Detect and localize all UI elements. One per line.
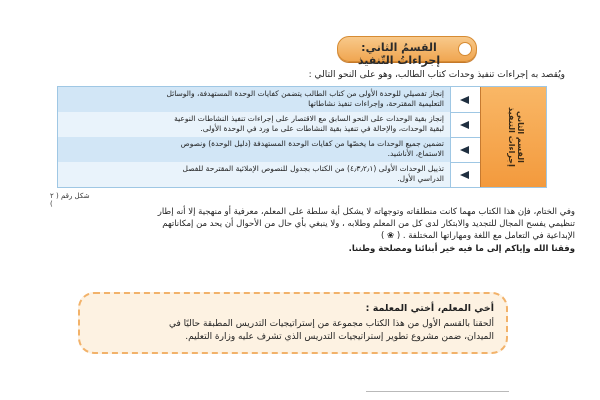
- table-row: [58, 162, 450, 187]
- footer-divider: [366, 391, 509, 392]
- arrow-left-icon: [460, 171, 469, 179]
- side-label-text: القسم الثاني إجراءات التنفيذ: [507, 107, 525, 167]
- closing-paragraph-line: تنظيمي يفسح المجال للتجديد والابتكار لدى كل من المعلم وطلابه ، ولا ينبغي بأي حال من الأحوال أن يحد من إمكاناتهم: [162, 219, 575, 229]
- teacher-note-box: [78, 292, 508, 354]
- intro-text: ويُقصد به إجراءات تنفيذ وحدات كتاب الطالب، وهو على النحو التالي :: [308, 70, 565, 80]
- task-column: [58, 87, 450, 187]
- arrow-cell: [451, 137, 481, 163]
- arrow-cell: [451, 87, 481, 113]
- arrow-left-icon: [460, 96, 469, 104]
- table-row: [58, 112, 450, 138]
- table-row: [58, 87, 450, 113]
- task-text: لبقية الوحدات، والإحالة في تنفيذ بقية النشاطات على ما ورد في الوحدة الأولى.: [200, 124, 444, 133]
- note-text: ألحقنا بالقسم الأول من هذا الكتاب مجموعة من إستراتيجيات التدريس المطبقة حاليًا في: [168, 319, 494, 329]
- task-text: إنجاز تفصيلي للوحدة الأولى من كتاب الطالب يتضمن كفايات الوحدة المستهدفة، والوسائل: [166, 89, 444, 98]
- task-text: الاستماع، الأناشيد.: [387, 149, 444, 158]
- task-text: تضمين جميع الوحدات ما يخصّها من كفايات الوحدة المستهدفة (دليل الوحدة) ونصوص: [180, 139, 444, 148]
- arrow-left-icon: [460, 121, 469, 129]
- circle-marker-icon: [458, 42, 472, 56]
- arrow-cell: [451, 112, 481, 138]
- arrow-column: [450, 87, 481, 187]
- section-title: القسمُ الثاني: إجراءاتُ التّنفيذ: [357, 41, 441, 67]
- note-title: أخي المعلم، أختي المعلمة :: [365, 303, 494, 314]
- task-text: الدراسي الأول.: [397, 174, 444, 183]
- figure-caption: شكل رقم ( ٢ ): [50, 192, 90, 208]
- note-text: الميدان، ضمن مشروع تطوير إستراتيجيات التدريس الذي تشرف عليه وزارة التعليم.: [185, 332, 494, 342]
- arrow-cell: [451, 162, 481, 187]
- section-header: [337, 36, 477, 67]
- closing-prayer: وفقنا الله وإياكم إلى ما فيه خير أبنائنا ومصلحة وطننا.: [348, 244, 575, 254]
- task-text: إنجاز بقية الوحدات على النحو السابق مع الاقتصار على إجراءات تنفيذ النشاطات النوعية: [174, 114, 444, 123]
- section-side-label: [480, 87, 546, 187]
- closing-paragraph-line: الإبداعية في التعامل مع اللغة ومهاراتها المختلفة . ( ❀ ): [380, 231, 575, 241]
- arrow-left-icon: [460, 146, 469, 154]
- closing-paragraph-line: وفي الختام، فإن هذا الكتاب مهما كانت منطلقاته وتوجهاته لا يشكل أية سلطة على المعلم، معرفية أو منهجية إلا أنه إطار: [157, 207, 575, 217]
- table-row: [58, 137, 450, 163]
- implementation-table: [57, 86, 547, 188]
- task-text: تذييل الوحدات الأولى (٤٫٣٫٢٫١) من الكتاب بجدول للنصوص الإملائية المقترحة للفصل: [182, 164, 444, 173]
- task-text: التعليمية المقترحة، وإجراءات تنفيذ نشاطاتها: [308, 99, 444, 108]
